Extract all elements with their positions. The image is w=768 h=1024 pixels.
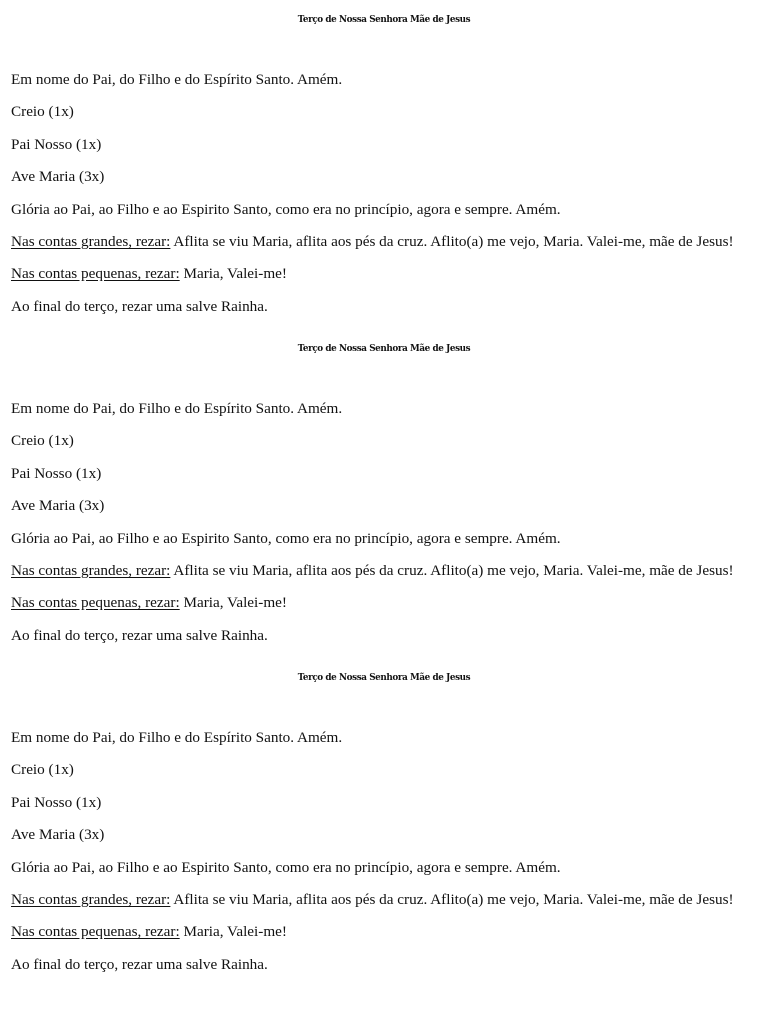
large-beads-label: Nas contas grandes, rezar: (11, 233, 171, 250)
glory-line: Glória ao Pai, ao Filho e ao Espirito Santo, como era no princípio, agora e sempre. Amém. (11, 530, 561, 547)
rosary-block (0, 658, 768, 978)
opening-prayer: Em nome do Pai, do Filho e do Espírito Santo. Amém. (11, 400, 343, 417)
opening-prayer: Em nome do Pai, do Filho e do Espírito Santo. Amém. (11, 71, 343, 88)
small-beads-line (11, 922, 287, 942)
large-beads-prayer: Aflita se viu Maria, aflita aos pés da cruz. Aflito(a) me vejo, Maria. Valei-me, mãe de Jesus! (170, 891, 734, 908)
opening-prayer: Em nome do Pai, do Filho e do Espírito Santo. Amém. (11, 729, 343, 746)
large-beads-label: Nas contas grandes, rezar: (11, 891, 171, 908)
small-beads-prayer: Maria, Valei-me! (179, 594, 287, 611)
closing-line: Ao final do terço, rezar uma salve Rainha. (11, 956, 268, 973)
closing-line: Ao final do terço, rezar uma salve Rainha. (11, 298, 268, 315)
large-beads-line (11, 232, 734, 252)
rosary-block (0, 329, 768, 649)
hail-mary-line: Ave Maria (3x) (11, 168, 105, 185)
large-beads-line (11, 890, 734, 910)
rosary-title: Terço de Nossa Senhora Mãe de Jesus (297, 15, 471, 25)
rosary-block (0, 0, 768, 320)
closing-line: Ao final do terço, rezar uma salve Rainha. (11, 627, 268, 644)
small-beads-prayer: Maria, Valei-me! (179, 265, 287, 282)
large-beads-label: Nas contas grandes, rezar: (11, 562, 171, 579)
small-beads-line (11, 264, 287, 284)
glory-line: Glória ao Pai, ao Filho e ao Espirito Santo, como era no princípio, agora e sempre. Amém. (11, 859, 561, 876)
large-beads-prayer: Aflita se viu Maria, aflita aos pés da cruz. Aflito(a) me vejo, Maria. Valei-me, mãe de Jesus! (170, 233, 734, 250)
hail-mary-line: Ave Maria (3x) (11, 826, 105, 843)
hail-mary-line: Ave Maria (3x) (11, 497, 105, 514)
creed-line: Creio (1x) (11, 761, 74, 778)
large-beads-prayer: Aflita se viu Maria, aflita aos pés da cruz. Aflito(a) me vejo, Maria. Valei-me, mãe de Jesus! (170, 562, 734, 579)
creed-line: Creio (1x) (11, 103, 74, 120)
small-beads-label: Nas contas pequenas, rezar: (11, 923, 180, 940)
creed-line: Creio (1x) (11, 432, 74, 449)
small-beads-prayer: Maria, Valei-me! (179, 923, 287, 940)
glory-line: Glória ao Pai, ao Filho e ao Espirito Santo, como era no princípio, agora e sempre. Amém. (11, 201, 561, 218)
our-father-line: Pai Nosso (1x) (11, 136, 102, 153)
our-father-line: Pai Nosso (1x) (11, 465, 102, 482)
rosary-title: Terço de Nossa Senhora Mãe de Jesus (297, 344, 471, 354)
large-beads-line (11, 561, 734, 581)
our-father-line: Pai Nosso (1x) (11, 794, 102, 811)
small-beads-label: Nas contas pequenas, rezar: (11, 265, 180, 282)
small-beads-label: Nas contas pequenas, rezar: (11, 594, 180, 611)
small-beads-line (11, 593, 287, 613)
rosary-title: Terço de Nossa Senhora Mãe de Jesus (297, 673, 471, 683)
